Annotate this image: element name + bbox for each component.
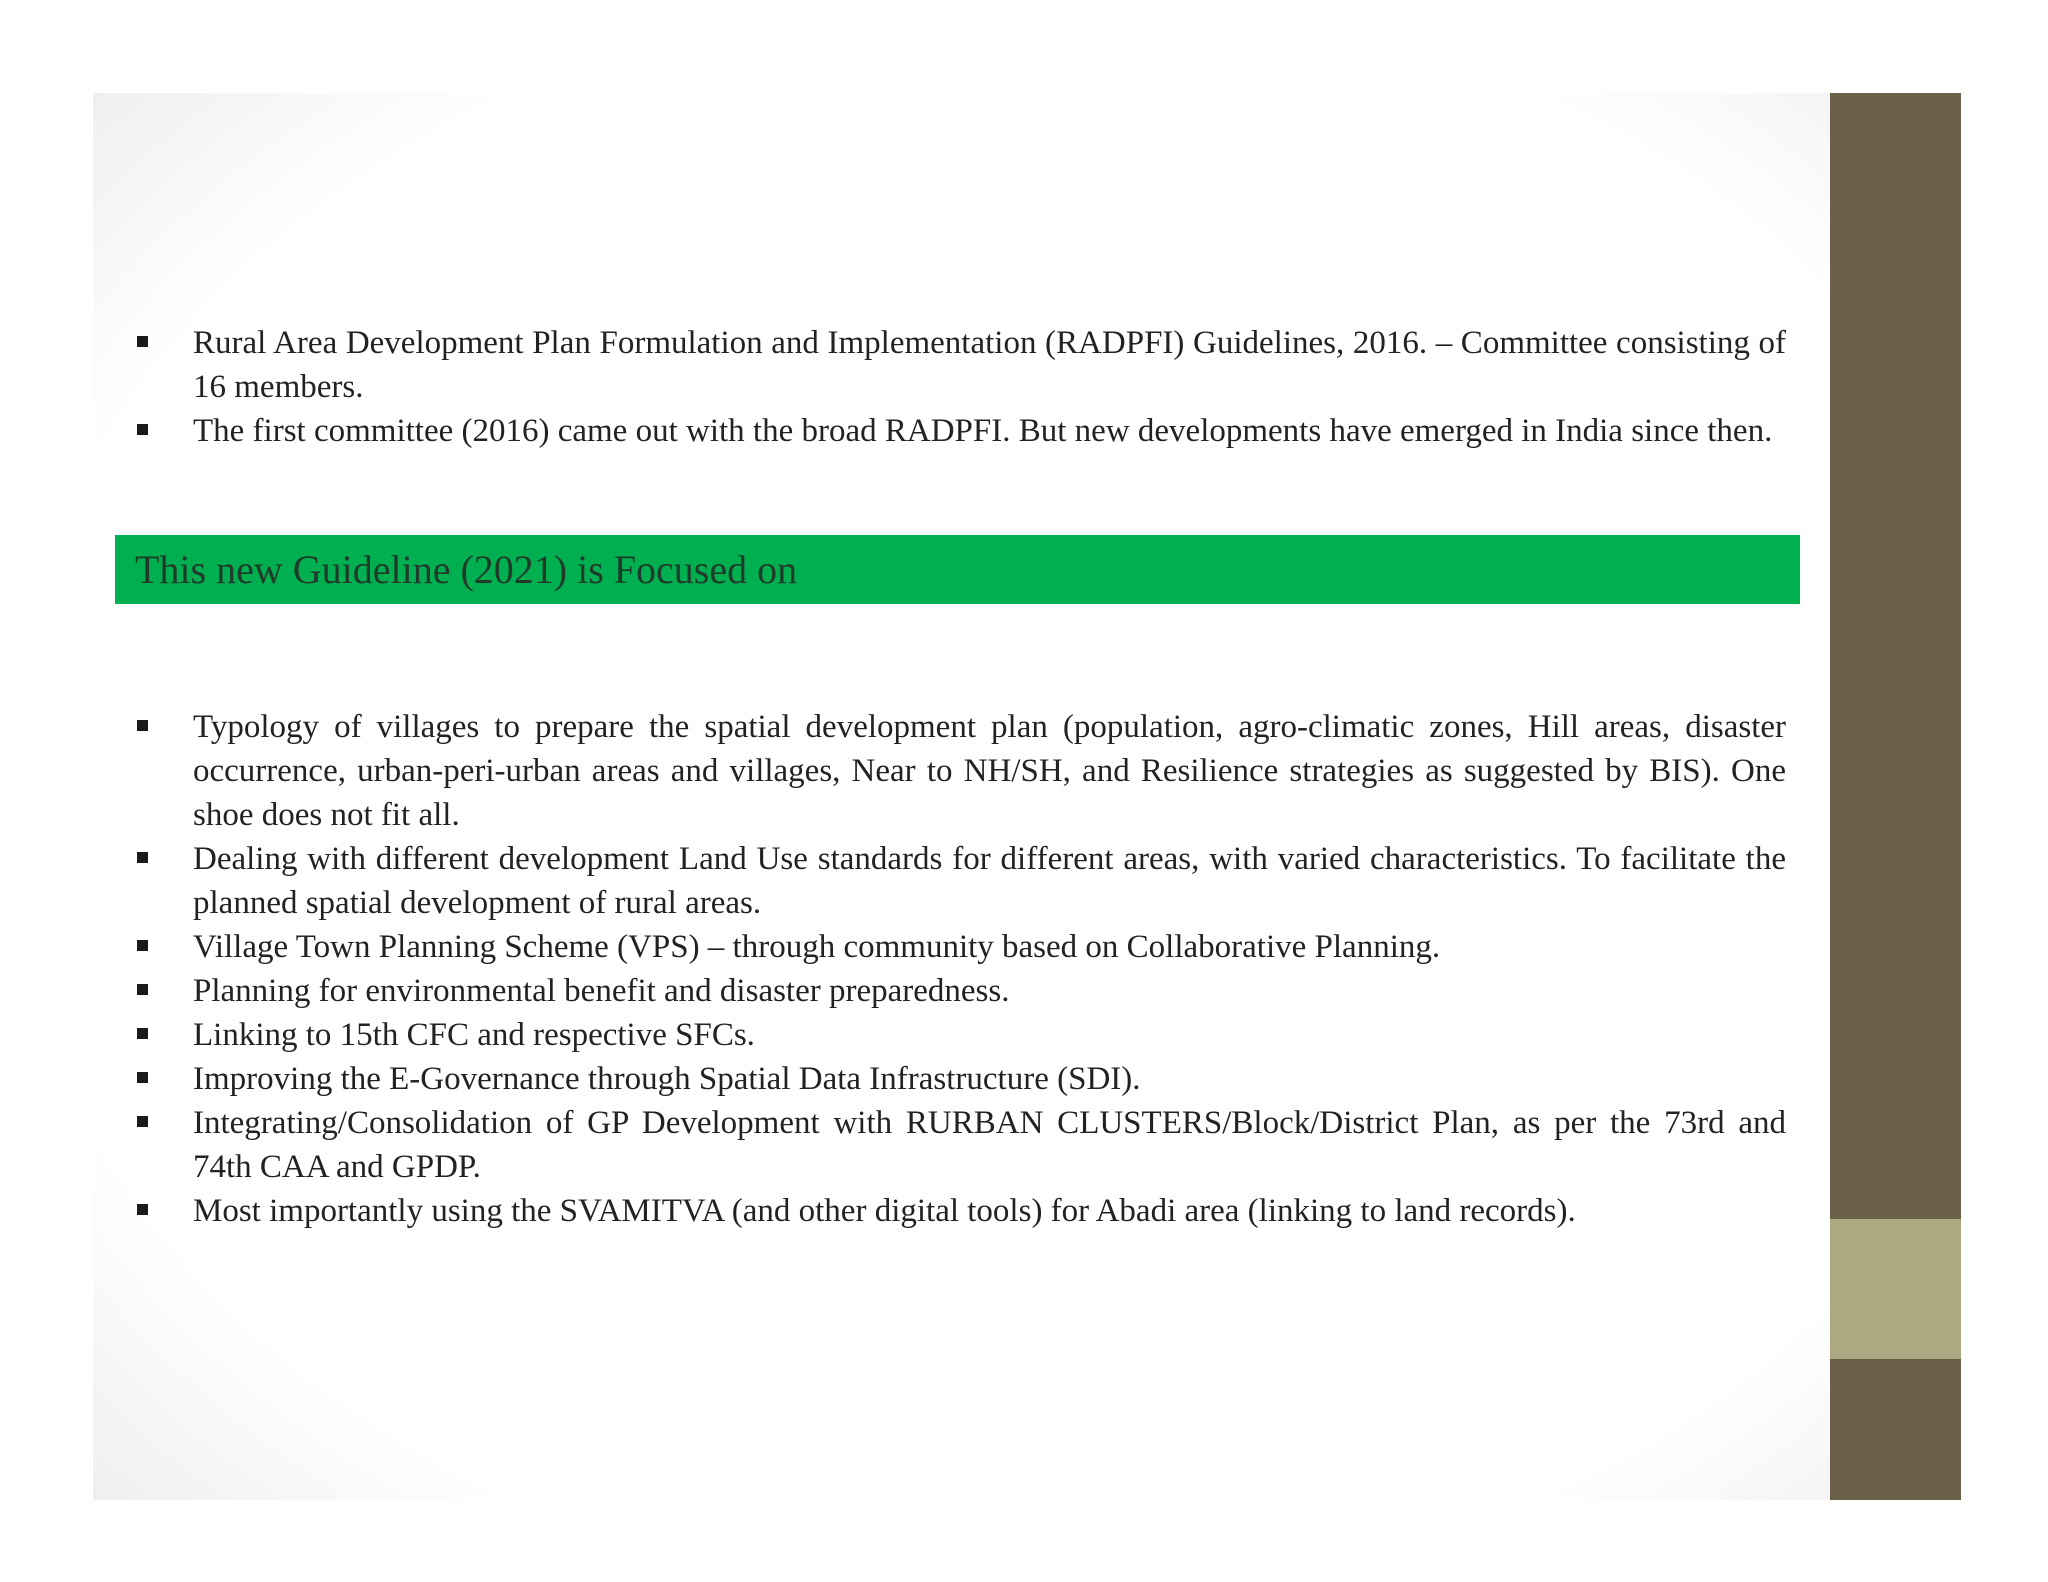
square-bullet-icon <box>137 940 148 951</box>
list-item <box>93 925 1786 969</box>
square-bullet-icon <box>137 984 148 995</box>
bullet-text: Typology of villages to prepare the spatial development plan (population, agro-climatic zones, Hill areas, disaster occurrence, urban-peri-urban areas and villages, Near to NH/SH, and Resilience strategies as suggested by BIS). One shoe does not fit all. <box>193 709 1786 833</box>
bullet-text: Integrating/Consolidation of GP Development with RURBAN CLUSTERS/Block/District Plan, as per the 73rd and 74th CAA and GPDP. <box>193 1105 1786 1185</box>
square-bullet-icon <box>137 1204 148 1215</box>
decorative-side-band-accent <box>1830 1219 1961 1359</box>
list-item <box>93 1057 1786 1101</box>
list-item <box>93 409 1786 453</box>
square-bullet-icon <box>137 852 148 863</box>
square-bullet-icon <box>137 1028 148 1039</box>
bullet-text: The first committee (2016) came out with the broad RADPFI. But new developments have emerged in India since then. <box>193 413 1773 449</box>
bullet-text: Rural Area Development Plan Formulation and Implementation (RADPFI) Guidelines, 2016. – Committee consisting of 16 members. <box>193 325 1786 405</box>
list-item <box>93 1101 1786 1189</box>
square-bullet-icon <box>137 1116 148 1127</box>
bullet-text: Most importantly using the SVAMITVA (and other digital tools) for Abadi area (linking to land records). <box>193 1193 1576 1229</box>
list-item <box>93 837 1786 925</box>
slide <box>93 93 1961 1500</box>
list-item <box>93 1189 1786 1233</box>
list-item <box>93 1013 1786 1057</box>
list-item <box>93 321 1786 409</box>
list-item <box>93 705 1786 837</box>
square-bullet-icon <box>137 1072 148 1083</box>
list-item <box>93 969 1786 1013</box>
bullet-text: Village Town Planning Scheme (VPS) – through community based on Collaborative Planning. <box>193 929 1441 965</box>
bullet-text: Linking to 15th CFC and respective SFCs. <box>193 1017 755 1053</box>
bullet-text: Dealing with different development Land Use standards for different areas, with varied characteristics. To facilitate the planned spatial development of rural areas. <box>193 841 1786 921</box>
bullet-text: Planning for environmental benefit and disaster preparedness. <box>193 973 1010 1009</box>
bullet-text: Improving the E-Governance through Spatial Data Infrastructure (SDI). <box>193 1061 1141 1097</box>
section-banner: This new Guideline (2021) is Focused on <box>115 535 1800 604</box>
intro-bullet-list <box>93 321 1786 453</box>
focus-bullet-list <box>93 705 1786 1233</box>
square-bullet-icon <box>137 720 148 731</box>
square-bullet-icon <box>137 424 148 435</box>
square-bullet-icon <box>137 336 148 347</box>
